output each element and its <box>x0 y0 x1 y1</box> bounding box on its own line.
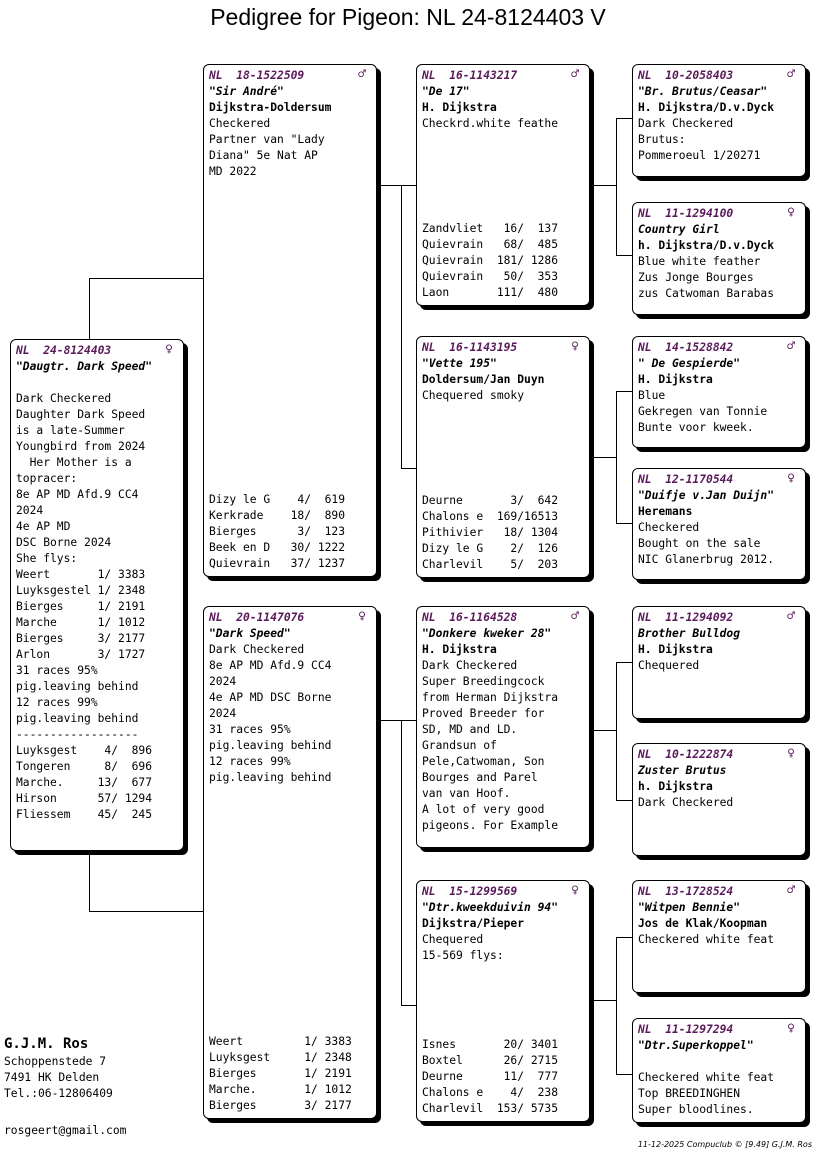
pigeon-card-fff <box>632 64 806 177</box>
ring-number: NL 11-1297294 <box>638 1023 734 1036</box>
race-result: Quievrain 68/ 485 <box>422 238 559 251</box>
male-icon: ♂ <box>787 67 795 82</box>
info-line: 12 races 99% <box>16 696 98 709</box>
owner-info <box>4 1034 113 1102</box>
race-result: Quievrain 37/ 1237 <box>209 557 346 570</box>
breeder-name: Dijkstra-Doldersum <box>209 101 332 114</box>
info-line: Checkered white feat <box>638 1071 775 1084</box>
female-icon: ♀ <box>571 339 579 354</box>
info-line: Daughter Dark Speed <box>16 408 146 421</box>
pigeon-name: " De Gespierde" <box>638 357 741 370</box>
info-line: ------------------ <box>16 728 139 741</box>
breeder-name: Doldersum/Jan Duyn <box>422 373 545 386</box>
owner-phone: Tel.:06-12806409 <box>4 1087 113 1100</box>
pigeon-card-mmf <box>632 880 806 993</box>
info-line: 31 races 95% <box>209 723 291 736</box>
info-line: Her Mother is a <box>16 456 132 469</box>
male-icon: ♂ <box>571 609 579 624</box>
breeder-name: h. Dijkstra/D.v.Dyck <box>638 239 775 252</box>
breeder-name: H. Dijkstra <box>638 373 713 386</box>
race-result: Boxtel 26/ 2715 <box>422 1054 559 1067</box>
info-line: Grandsun of <box>422 739 497 752</box>
footer-credit: 11-12-2025 Compuclub © [9.49] G.J.M. Ros <box>637 1140 812 1149</box>
info-line: DSC Borne 2024 <box>16 536 112 549</box>
race-result: Luyksgest 1/ 2348 <box>209 1051 352 1064</box>
pigeon-card-fmm <box>632 468 806 580</box>
info-line: Fliessem 45/ 245 <box>16 808 153 821</box>
race-result: Chalons e 169/16513 <box>422 510 559 523</box>
info-line: from Herman Dijkstra <box>422 691 559 704</box>
info-line: NIC Glanerbrug 2012. <box>638 553 775 566</box>
race-results <box>209 1034 352 1114</box>
race-result: Dizy le G 4/ 619 <box>209 493 346 506</box>
info-line: pig.leaving behind <box>16 680 139 693</box>
ring-number: NL 18-1522509 <box>209 69 305 82</box>
race-result: Beek en D 30/ 1222 <box>209 541 346 554</box>
info-line: Zus Jonge Bourges <box>638 271 754 284</box>
race-result: Charlevil 5/ 203 <box>422 558 559 571</box>
breeder-name: H. Dijkstra/D.v.Dyck <box>638 101 775 114</box>
info-line: pigeons. For Example <box>422 819 559 832</box>
info-line: Bierges 1/ 2191 <box>16 600 146 613</box>
breeder-name: H. Dijkstra <box>422 643 497 656</box>
info-line: 2024 <box>16 504 44 517</box>
female-icon: ♀ <box>787 746 795 761</box>
info-line: MD 2022 <box>209 165 257 178</box>
info-line: Checkered white feat <box>638 933 775 946</box>
info-line: 31 races 95% <box>16 664 98 677</box>
owner-name: G.J.M. Ros <box>4 1036 89 1052</box>
breeder-name: h. Dijkstra <box>638 780 713 793</box>
pigeon-card-ff <box>416 64 590 306</box>
race-results <box>209 492 345 572</box>
male-icon: ♂ <box>787 339 795 354</box>
info-line: zus Catwoman Barabas <box>638 287 775 300</box>
info-line: Diana" 5e Nat AP <box>209 149 318 162</box>
info-line: 8e AP MD Afd.9 CC4 <box>209 659 332 672</box>
info-line: topracer: <box>16 472 78 485</box>
info-line: pig.leaving behind <box>209 739 332 752</box>
info-line: Brutus: <box>638 133 686 146</box>
info-line: 2024 <box>209 707 237 720</box>
info-line: Checkered <box>209 117 271 130</box>
pigeon-card-mother <box>203 606 377 1119</box>
info-line: Luyksgest 4/ 896 <box>16 744 153 757</box>
race-result: Isnes 20/ 3401 <box>422 1038 559 1051</box>
ring-number: NL 15-1299569 <box>422 885 518 898</box>
pigeon-name: "Dtr.kweekduivin 94" <box>422 901 559 914</box>
female-icon: ♀ <box>571 883 579 898</box>
info-line: 12 races 99% <box>209 755 291 768</box>
info-line: 2024 <box>209 675 237 688</box>
owner-email: rosgeert@gmail.com <box>4 1124 127 1137</box>
info-line: Dark Checkered <box>422 659 518 672</box>
female-icon: ♀ <box>787 1021 795 1036</box>
pigeon-card-mff <box>632 606 806 719</box>
ring-number: NL 10-1222874 <box>638 748 734 761</box>
pigeon-name: "Br. Brutus/Ceasar" <box>638 85 768 98</box>
info-line: Super Breedingcock <box>422 675 545 688</box>
info-line: Luyksgestel 1/ 2348 <box>16 584 146 597</box>
info-line: SD, MD and LD. <box>422 723 518 736</box>
race-result: Laon 111/ 480 <box>422 286 559 299</box>
race-results <box>422 221 558 301</box>
info-line: Checkered <box>638 521 700 534</box>
race-result: Chalons e 4/ 238 <box>422 1086 559 1099</box>
race-result: Kerkrade 18/ 890 <box>209 509 346 522</box>
breeder-name: Heremans <box>638 505 693 518</box>
info-line: Bierges 3/ 2177 <box>16 632 146 645</box>
info-line: Chequered <box>638 659 700 672</box>
breeder-name: H. Dijkstra <box>638 643 713 656</box>
ring-number: NL 16-1143195 <box>422 341 518 354</box>
info-line: Dark Checkered <box>638 796 734 809</box>
info-line: pig.leaving behind <box>16 712 139 725</box>
info-line: 4e AP MD DSC Borne <box>209 691 332 704</box>
pigeon-card-mfm <box>632 743 806 856</box>
info-line: Blue white feather <box>638 255 761 268</box>
info-line <box>638 1054 800 1070</box>
info-line: 8e AP MD Afd.9 CC4 <box>16 488 139 501</box>
owner-address-line: Schoppenstede 7 <box>4 1055 107 1068</box>
ring-number: NL 14-1528842 <box>638 341 734 354</box>
female-icon: ♀ <box>787 205 795 220</box>
info-line: Tongeren 8/ 696 <box>16 760 153 773</box>
breeder-name: H. Dijkstra <box>422 101 497 114</box>
pigeon-name: "Daugtr. Dark Speed" <box>16 360 153 373</box>
info-line: Chequered <box>422 933 484 946</box>
info-line: Weert 1/ 3383 <box>16 568 146 581</box>
race-result: Deurne 3/ 642 <box>422 494 559 507</box>
info-line: Super bloodlines. <box>638 1103 754 1116</box>
info-line: Bourges and Parel <box>422 771 538 784</box>
breeder-name: Dijkstra/Pieper <box>422 917 525 930</box>
race-result: Charlevil 153/ 5735 <box>422 1102 559 1115</box>
info-line: Youngbird from 2024 <box>16 440 146 453</box>
info-line: 4e AP MD <box>16 520 71 533</box>
ring-number: NL 10-2058403 <box>638 69 734 82</box>
info-line: Marche. 13/ 677 <box>16 776 153 789</box>
info-line: Partner van "Lady <box>209 133 325 146</box>
ring-number: NL 13-1728524 <box>638 885 734 898</box>
ring-number: NL 16-1143217 <box>422 69 518 82</box>
male-icon: ♂ <box>358 67 366 82</box>
pigeon-card-mmm <box>632 1018 806 1123</box>
pigeon-card-fmf <box>632 336 806 448</box>
pigeon-card-fm <box>416 336 590 578</box>
info-line: She flys: <box>16 552 78 565</box>
info-line: Hirson 57/ 1294 <box>16 792 153 805</box>
pigeon-name: Country Girl <box>638 223 720 236</box>
pigeon-card-subject <box>10 339 184 851</box>
male-icon: ♂ <box>571 67 579 82</box>
info-line: Pommeroeul 1/20271 <box>638 149 761 162</box>
race-result: Quievrain 181/ 1286 <box>422 254 559 267</box>
race-results <box>422 493 558 573</box>
race-result: Bierges 3/ 123 <box>209 525 346 538</box>
race-result: Bierges 3/ 2177 <box>209 1099 352 1112</box>
info-line: is a late-Summer <box>16 424 125 437</box>
ring-number: NL 16-1164528 <box>422 611 518 624</box>
info-line: van van Hoof. <box>422 787 511 800</box>
pigeon-card-mm <box>416 880 590 1122</box>
info-line: Top BREEDINGHEN <box>638 1087 741 1100</box>
info-line: Pele,Catwoman, Son <box>422 755 545 768</box>
owner-address-line: 7491 HK Delden <box>4 1071 100 1084</box>
female-icon: ♀ <box>787 471 795 486</box>
ring-number: NL 20-1147076 <box>209 611 305 624</box>
pigeon-name: "Witpen Bennie" <box>638 901 741 914</box>
info-line: Proved Breeder for <box>422 707 545 720</box>
race-result: Deurne 11/ 777 <box>422 1070 559 1083</box>
pigeon-name: "De 17" <box>422 85 470 98</box>
pigeon-name: "Sir André" <box>209 85 284 98</box>
female-icon: ♀ <box>358 609 366 624</box>
race-result: Zandvliet 16/ 137 <box>422 222 559 235</box>
info-line: pig.leaving behind <box>209 771 332 784</box>
breeder-name: Jos de Klak/Koopman <box>638 917 768 930</box>
pigeon-name: "Duifje v.Jan Duijn" <box>638 489 775 502</box>
race-result: Marche. 1/ 1012 <box>209 1083 352 1096</box>
info-line: Blue <box>638 389 666 402</box>
info-line: Gekregen van Tonnie <box>638 405 768 418</box>
female-icon: ♀ <box>165 342 173 357</box>
info-line: Dark Checkered <box>209 643 305 656</box>
race-result: Quievrain 50/ 353 <box>422 270 559 283</box>
pigeon-name: "Dark Speed" <box>209 627 291 640</box>
info-line: Bunte voor kweek. <box>638 421 754 434</box>
info-line: 15-569 flys: <box>422 949 504 962</box>
info-line: Dark Checkered <box>16 392 112 405</box>
pigeon-name: "Vette 195" <box>422 357 497 370</box>
race-result: Pithivier 18/ 1304 <box>422 526 559 539</box>
pigeon-card-father <box>203 64 377 577</box>
pigeon-card-ffm <box>632 202 806 315</box>
race-results <box>422 1037 558 1117</box>
ring-number: NL 12-1170544 <box>638 473 734 486</box>
race-result: Weert 1/ 3383 <box>209 1035 352 1048</box>
info-line: Arlon 3/ 1727 <box>16 648 146 661</box>
info-line: Bought on the sale <box>638 537 761 550</box>
info-line: A lot of very good <box>422 803 545 816</box>
male-icon: ♂ <box>787 609 795 624</box>
race-result: Bierges 1/ 2191 <box>209 1067 352 1080</box>
info-line <box>16 375 178 391</box>
ring-number: NL 11-1294100 <box>638 207 734 220</box>
race-result: Dizy le G 2/ 126 <box>422 542 559 555</box>
ring-number: NL 24-8124403 <box>16 344 112 357</box>
info-line: Dark Checkered <box>638 117 734 130</box>
pigeon-name: "Dtr.Superkoppel" <box>638 1039 754 1052</box>
page-title: Pedigree for Pigeon: NL 24-8124403 V <box>210 4 606 30</box>
info-line: Marche 1/ 1012 <box>16 616 146 629</box>
pigeon-name: Zuster Brutus <box>638 764 727 777</box>
male-icon: ♂ <box>787 883 795 898</box>
ring-number: NL 11-1294092 <box>638 611 734 624</box>
pigeon-name: Brother Bulldog <box>638 627 741 640</box>
info-line: Chequered smoky <box>422 389 525 402</box>
info-line: Checkrd.white feathe <box>422 117 559 130</box>
pigeon-name: "Donkere kweker 28" <box>422 627 552 640</box>
pigeon-card-mf <box>416 606 590 848</box>
